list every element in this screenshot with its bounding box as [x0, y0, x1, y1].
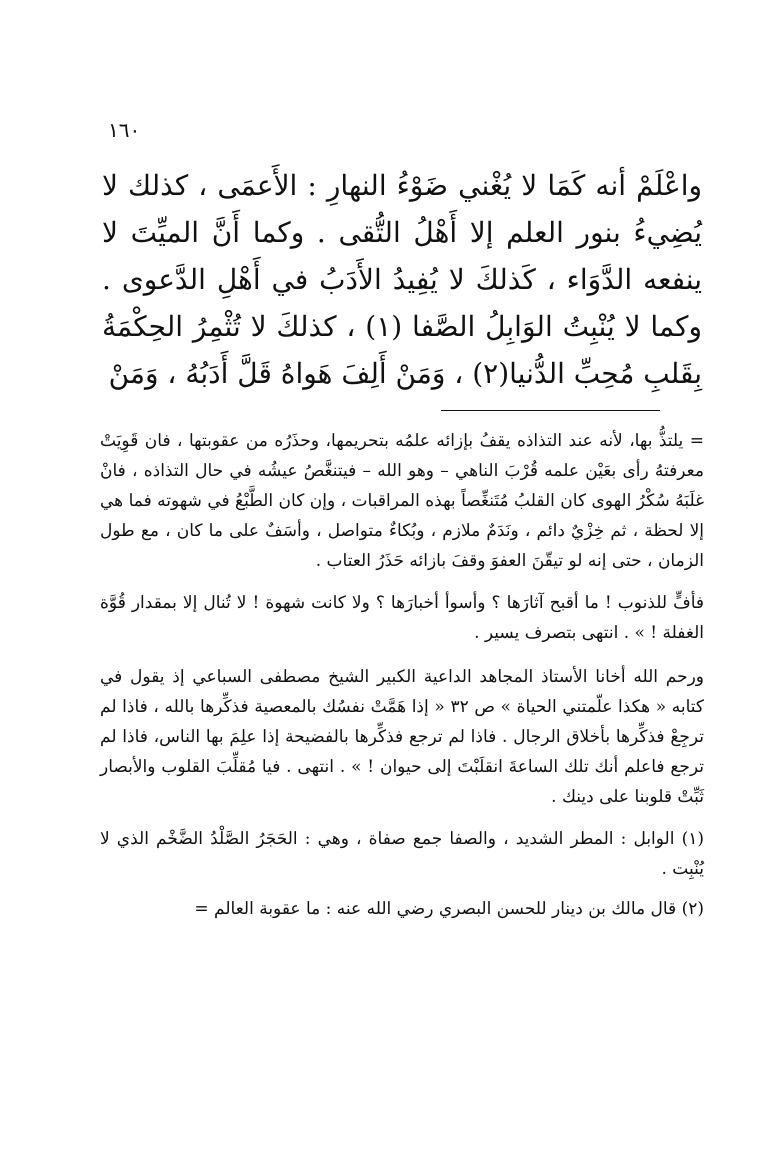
footnotes-block — [100, 426, 704, 934]
footnote-quote: ورحم الله أخانا الأستاذ المجاهد الداعية الكبير الشيخ مصطفى السباعي إذ يقول في كتابه « هكذا علّمتني الحياة » ص ٣٢ « إذا هَمَّتْ نفسُك بالمعصية فذكِّرها بالله ، فاذا لم ترجِعْ فذكِّرها بأخلاق الرجال . فاذا لم ترجع فذكِّرها بالفضيحة إذا علِمَ بها الناس، فاذا لم ترجع فاعلم أنك تلك الساعةَ انقلَبْتَ إلى حيوان ! » . انتهى . فيا مُقلِّبَ القلوب والأبصار ثَبِّتْ قلوبنا على دينك . — [100, 667, 704, 807]
main-paragraph: واعْلَمْ أنه كَمَا لا يُغْني ضَوْءُ النهارِ : الأَعمَى ، كذلك لا يُضِيءُ بنور العلم إلا أَهْلُ التُّقى . وكما أَنَّ الميِّتَ لا ينفعه الدَّوَاء ، كَذلكَ لا يُفِيدُ الأَدَبُ في أَهْلِ الدَّعوى . وكما لا يُنْبِتُ الوَابِلُ الصَّفا (١) ، كذلكَ لا تُثْمِرُ الحِكْمَةُ بِقَلبِ مُحِبِّ الدُّنيا(٢) ، وَمَنْ أَلِفَ هَواهُ قَلَّ أَدَبُهُ ، وَمَنْ — [102, 169, 702, 390]
page-number: ١٦٠ — [108, 118, 141, 142]
footnote-1: (١) الوابل : المطر الشديد ، والصفا جمع صفاة ، وهي : الحَجَرُ الصَّلْدُ الضَّخْم الذي لا يُنْبِت . — [100, 829, 704, 879]
footnote-continued-text: = يلتذُّ بها، لأنه عند التذاذه يقفُ بإزائه علمُه بتحريمها، وحذَرُه من عقوبتها ، فان قَوِيَتْ معرفتهُ رأى بعَيْن علمه قُرْبَ الناهي – وهو الله – فيتنغَّصُ عيشُه في حال التذاذه ، فانْ غلَبَهُ سُكْرُ الهوى كان القلبُ مُتَنغِّصاً بهذه المراقبات ، وإن كان الطَّبْعُ في شهوته فما هي إلا لحظة ، ثم خِزْيٌ دائم ، ونَدَمٌ ملازم ، وبُكاءٌ متواصل ، وأسَفٌ على ما كان ، مع طول الزمان ، حتى إنه لو تيقّنَ العفوَ وقفَ بازائه حَذَرُ العتاب . — [100, 431, 704, 571]
footnote-remark: فأفٍّ للذنوب ! ما أقبح آثارَها ؟ وأسوأ أخبارَها ؟ ولا كانت شهوة ! لا تُنال إلا بمقدار قُوَّة الغفلة ! » . انتهى بتصرف يسير . — [100, 593, 704, 643]
footnote-separator — [441, 410, 660, 411]
main-text-block — [102, 162, 702, 397]
footnote-2: (٢) قال مالك بن دينار للحسن البصري رضي الله عنه : ما عقوبة العالم = — [194, 899, 704, 919]
